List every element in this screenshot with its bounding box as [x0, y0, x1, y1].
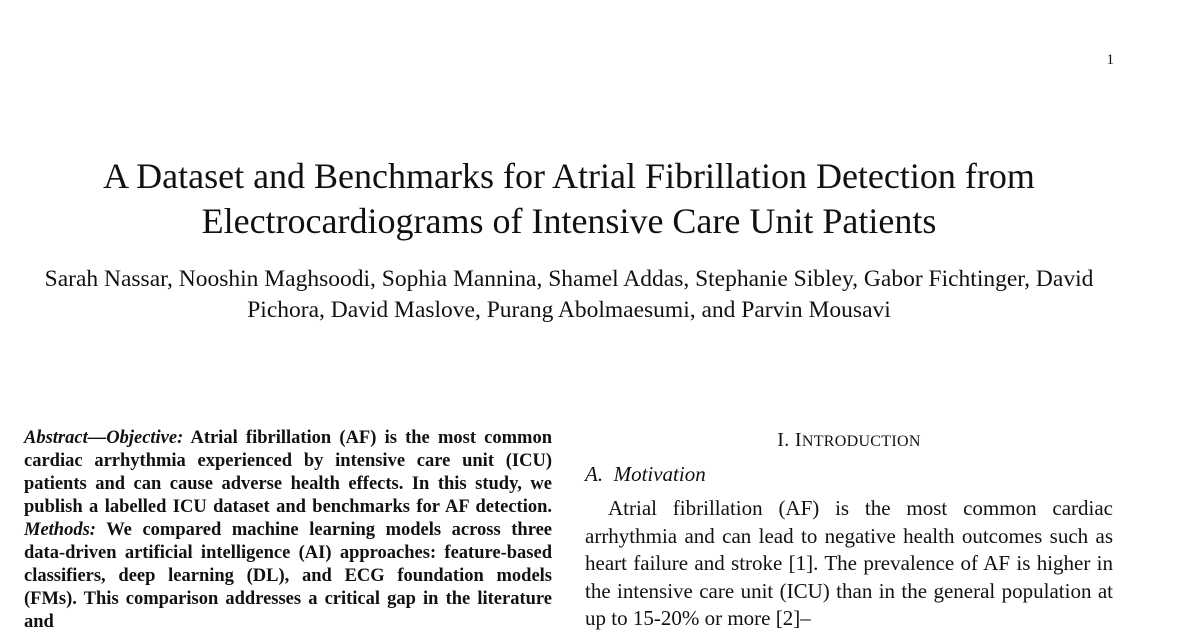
section-heading [585, 427, 1113, 455]
section-name-rest: NTRODUCTION [801, 433, 921, 450]
paper-title: A Dataset and Benchmarks for Atrial Fibrillation Detection from Electrocardiograms of Intensive Care Unit Patients [103, 156, 1035, 241]
subsection-number: A. [585, 462, 604, 486]
abstract-objective-label: Objective: [106, 428, 184, 448]
author-list: Sarah Nassar, Nooshin Maghsoodi, Sophia Mannina, Shamel Addas, Stephanie Sibley, Gabor Fichtinger, David Pichora, David Maslove, Purang Abolmaesumi, and Parvin Mousavi [44, 266, 1094, 323]
subsection-heading [585, 461, 1113, 487]
abstract [24, 427, 552, 634]
abstract-objective-text: Atrial fibrillation (AF) is the most common cardiac arrhythmia experienced by intensive care unit (ICU) patients and can cause adverse health effects. In this study, we publish a labelled ICU dataset and benchmarks for AF detection. [24, 428, 552, 517]
abstract-label: Abstract— [24, 428, 107, 448]
page-number: 1 [1106, 52, 1114, 68]
body-paragraph: Atrial fibrillation (AF) is the most common cardiac arrhythmia and can lead to negative health outcomes such as heart failure and stroke [1]. The prevalence of AF is higher in the intensive care unit (ICU) than in the general population at up to 15-20% or more [2]– [585, 496, 1113, 630]
subsection-name: Motivation [613, 462, 706, 486]
abstract-methods-text: We compared machine learning models across three data-driven artificial intelligence (AI) approaches: feature-based classifiers, deep learning (DL), and ECG foundation models (FMs). This comparison addresses a critical gap in the literature and [24, 520, 552, 632]
section-name-initial: I [794, 429, 802, 451]
right-column [585, 427, 1113, 633]
abstract-methods-label: Methods: [24, 520, 96, 540]
section-number: I. [777, 429, 790, 451]
